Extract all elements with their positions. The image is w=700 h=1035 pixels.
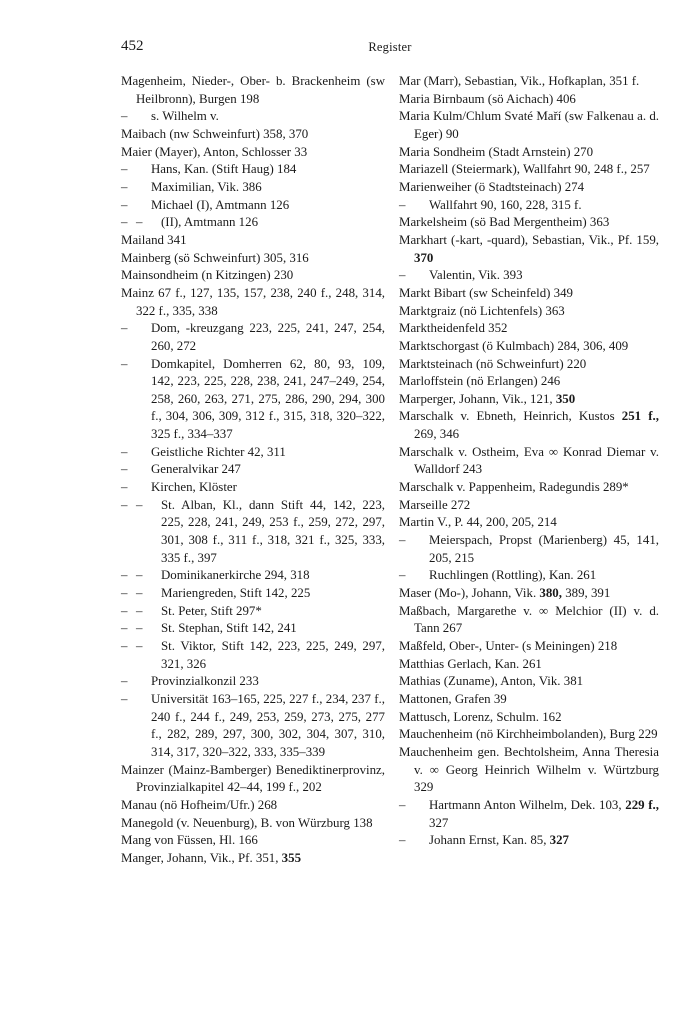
entry-text: (II), Amtmann 126 [161, 215, 259, 230]
index-entry [399, 497, 659, 515]
index-entry [399, 444, 659, 479]
entry-text: Mainz 67 f., 127, 135, 157, 238, 240 f., 248, 314, 322 f., 335, 338 [121, 285, 385, 318]
index-entry [399, 638, 659, 656]
index-column-right [399, 73, 659, 850]
subentry-dash: – [121, 586, 128, 601]
page-header [121, 38, 659, 58]
entry-text: Mariengreden, Stift 142, 225 [161, 586, 311, 601]
index-entry [121, 144, 385, 162]
subentry-dash: – [399, 797, 406, 812]
entry-text: Maximilian, Vik. 386 [151, 179, 262, 194]
entry-text: Mauchenheim gen. Bechtolsheim, Anna Theresia v. ∞ Georg Heinrich Wilhelm v. Würtzburg 329 [399, 744, 659, 795]
index-entry [121, 108, 385, 126]
index-entry [399, 709, 659, 727]
index-entry [121, 673, 385, 691]
index-entry [121, 232, 385, 250]
entry-text: Manger, Johann, Vik., Pf. 351, [121, 850, 282, 865]
entry-text: St. Alban, Kl., dann Stift 44, 142, 223, 225, 228, 241, 249, 253 f., 259, 272, 297, 301, 308 f., 311 f., 318, 321 f., 325, 333, 335 f., 397 [161, 497, 385, 565]
index-entry [399, 656, 659, 674]
index-entry [399, 232, 659, 267]
index-entry [399, 744, 659, 797]
subentry-dash: – [121, 462, 128, 477]
entry-text: Marschalk v. Pappenheim, Radegundis 289* [399, 480, 629, 495]
entry-text: Manau (nö Hofheim/Ufr.) 268 [121, 797, 278, 812]
page-number: 452 [121, 38, 144, 54]
index-entry [399, 691, 659, 709]
index-entry [399, 514, 659, 532]
subentry-dash: – [121, 691, 128, 706]
subentry-dash: – [399, 268, 406, 283]
index-entry [399, 91, 659, 109]
entry-text: Mar (Marr), Sebastian, Vik., Hofkaplan, 351 f. [399, 74, 640, 88]
entry-text: Mauchenheim (nö Kirchheimbolanden), Burg 229 [399, 727, 658, 742]
entry-text: St. Viktor, Stift 142, 223, 225, 249, 297, 321, 326 [161, 639, 385, 671]
subentry-dash: – [121, 179, 128, 194]
running-title: Register [368, 40, 412, 54]
entry-text-tail: 269, 346 [414, 427, 460, 442]
index-entry [121, 497, 385, 568]
index-entry [399, 373, 659, 391]
entry-text: Johann Ernst, Kan. 85, [429, 833, 550, 848]
index-entry [399, 832, 659, 850]
index-entry [121, 267, 385, 285]
index-entry [399, 567, 659, 585]
index-entry [121, 179, 385, 197]
entry-text: Marktheidenfeld 352 [399, 321, 508, 336]
entry-text: Mattusch, Lorenz, Schulm. 162 [399, 709, 562, 724]
entry-text: Markelsheim (sö Bad Mergentheim) 363 [399, 215, 610, 230]
subentry-dash: – [121, 568, 128, 583]
subentry-dash: – [136, 639, 143, 653]
entry-text: Mariazell (Steiermark), Wallfahrt 90, 248 f., 257 [399, 162, 650, 177]
subentry-dash: – [136, 568, 143, 583]
entry-text: Mailand 341 [121, 232, 187, 247]
index-column-left [121, 73, 385, 868]
index-entry [121, 638, 385, 673]
entry-text: St. Peter, Stift 297* [161, 603, 262, 618]
index-entry [399, 726, 659, 744]
index-entry [121, 603, 385, 621]
index-entry [399, 320, 659, 338]
index-entry [121, 161, 385, 179]
index-entry [399, 285, 659, 303]
index-entry [121, 797, 385, 815]
index-entry [399, 197, 659, 215]
index-entry [121, 815, 385, 833]
subentry-dash: – [399, 197, 406, 212]
index-entry [121, 444, 385, 462]
index-entry [121, 832, 385, 850]
bold-page-ref: 327 [549, 833, 569, 848]
entry-text: Maßfeld, Ober-, Unter- (s Meiningen) 218 [399, 639, 618, 653]
index-entry [399, 356, 659, 374]
subentry-dash: – [121, 497, 128, 512]
index-entry [121, 567, 385, 585]
entry-text: Maria Birnbaum (sö Aichach) 406 [399, 91, 576, 106]
bold-page-ref: 370 [414, 250, 434, 265]
entry-text-tail: 327 [429, 815, 449, 830]
subentry-dash: – [399, 568, 406, 583]
entry-text: Universität 163–165, 225, 227 f., 234, 237 f., 240 f., 244 f., 249, 253, 259, 273, 275, 277 f., 282, 289, 297, 300, 302, 304, 307, 310, 314, 317, 320–322, 333, 335–339 [151, 691, 385, 759]
entry-text: Mainberg (sö Schweinfurt) 305, 316 [121, 250, 309, 265]
entry-text: Marschalk v. Ebneth, Heinrich, Kustos [399, 409, 622, 424]
subentry-dash: – [136, 215, 143, 230]
entry-text: Dom, -kreuzgang 223, 225, 241, 247, 254, 260, 272 [151, 321, 385, 353]
entry-text: St. Stephan, Stift 142, 241 [161, 621, 297, 636]
entry-text: Martin V., P. 44, 200, 205, 214 [399, 515, 557, 530]
entry-text: Michael (I), Amtmann 126 [151, 197, 290, 212]
entry-text: Wallfahrt 90, 160, 228, 315 f. [429, 197, 582, 212]
entry-text: Markt Bibart (sw Scheinfeld) 349 [399, 285, 573, 300]
index-entry [399, 338, 659, 356]
entry-text: Domkapitel, Domherren 62, 80, 93, 109, 142, 223, 225, 228, 238, 241, 247–249, 254, 258, 260, 263, 271, 275, 286, 290, 294, 300 f., 304, 306, 309, 312 f., 315, 318, 320–322, 325 f., 334–337 [151, 356, 385, 442]
subentry-dash: – [136, 621, 143, 636]
index-entry [399, 303, 659, 321]
entry-text-tail: 389, 391 [561, 586, 611, 601]
index-entry [121, 126, 385, 144]
subentry-dash: – [121, 162, 128, 177]
entry-text: Kirchen, Klöster [151, 480, 237, 495]
index-entry [121, 461, 385, 479]
entry-text: Mathias (Zuname), Anton, Vik. 381 [399, 674, 584, 689]
entry-text: Provinzialkonzil 233 [151, 674, 259, 689]
subentry-dash: – [136, 497, 143, 512]
index-entry [399, 673, 659, 691]
index-entry [121, 214, 385, 232]
index-entry [121, 479, 385, 497]
entry-text: Marienweiher (ö Stadtsteinach) 274 [399, 179, 585, 194]
entry-text: Meierspach, Propst (Marienberg) 45, 141, 205, 215 [429, 533, 659, 565]
entry-text: Matthias Gerlach, Kan. 261 [399, 656, 542, 671]
index-entry [399, 179, 659, 197]
entry-text: Hartmann Anton Wilhelm, Dek. 103, [429, 797, 626, 812]
index-entry [399, 797, 659, 832]
entry-text: Generalvikar 247 [151, 462, 241, 477]
entry-text: Maria Sondheim (Stadt Arnstein) 270 [399, 144, 594, 159]
entry-text: Geistliche Richter 42, 311 [151, 444, 286, 459]
bold-page-ref: 251 f., [621, 409, 659, 424]
entry-text: Marktsteinach (nö Schweinfurt) 220 [399, 356, 587, 371]
index-entry [121, 250, 385, 268]
entry-text: Valentin, Vik. 393 [429, 268, 523, 283]
index-entry [121, 691, 385, 762]
index-entry [121, 356, 385, 444]
subentry-dash: – [121, 215, 128, 230]
subentry-dash: – [121, 603, 128, 618]
entry-text: Mattonen, Grafen 39 [399, 691, 507, 706]
entry-text: Hans, Kan. (Stift Haug) 184 [151, 162, 297, 177]
subentry-dash: – [121, 621, 128, 636]
subentry-dash: – [121, 356, 128, 371]
entry-text: Maibach (nw Schweinfurt) 358, 370 [121, 126, 309, 141]
subentry-dash: – [121, 109, 128, 124]
index-entry [399, 479, 659, 497]
entry-text: Mainzer (Mainz-Bamberger) Benediktinerprovinz, Provinzialkapitel 42–44, 199 f., 202 [121, 762, 385, 795]
index-entry [399, 108, 659, 143]
entry-text: Mang von Füssen, Hl. 166 [121, 833, 258, 848]
entry-text: Markhart (-kart, -quard), Sebastian, Vik., Pf. 159, [399, 232, 659, 247]
index-entry [399, 603, 659, 638]
entry-text: Maser (Mo-), Johann, Vik. [399, 586, 540, 601]
bold-page-ref: 229 f., [625, 797, 659, 812]
index-entry [121, 762, 385, 797]
entry-text: Manegold (v. Neuenburg), B. von Würzburg 138 [121, 815, 373, 830]
bold-page-ref: 350 [555, 391, 576, 406]
subentry-dash: – [399, 533, 406, 548]
subentry-dash: – [136, 603, 143, 618]
subentry-dash: – [121, 444, 128, 459]
index-entry [399, 267, 659, 285]
index-entry [399, 144, 659, 162]
index-entry [121, 285, 385, 320]
entry-text: Maier (Mayer), Anton, Schlosser 33 [121, 144, 308, 159]
entry-text: s. Wilhelm v. [151, 109, 219, 124]
index-entry [121, 585, 385, 603]
index-entry [121, 73, 385, 108]
index-entry [121, 850, 385, 868]
subentry-dash: – [121, 321, 128, 336]
subentry-dash: – [121, 197, 128, 212]
entry-text: Magenheim, Nieder-, Ober- b. Brackenheim (sw Heilbronn), Burgen 198 [121, 74, 385, 106]
entry-text: Marseille 272 [399, 497, 471, 512]
index-entry [121, 620, 385, 638]
index-entry [399, 585, 659, 603]
entry-text: Marktschorgast (ö Kulmbach) 284, 306, 409 [399, 338, 629, 353]
subentry-dash: – [121, 639, 128, 653]
index-entry [121, 320, 385, 355]
entry-text: Dominikanerkirche 294, 318 [161, 568, 310, 583]
entry-text: Marktgraiz (nö Lichtenfels) 363 [399, 303, 565, 318]
subentry-dash: – [399, 833, 406, 848]
subentry-dash: – [136, 586, 143, 601]
index-entry [399, 214, 659, 232]
bold-page-ref: 380, [539, 586, 562, 601]
index-entry [399, 391, 659, 409]
index-entry [399, 532, 659, 567]
index-entry [121, 197, 385, 215]
bold-page-ref: 355 [281, 850, 302, 865]
entry-text: Maßbach, Margarethe v. ∞ Melchior (II) v. d. Tann 267 [399, 603, 659, 636]
index-entry [399, 408, 659, 443]
entry-text: Marschalk v. Ostheim, Eva ∞ Konrad Diemar v. Walldorf 243 [399, 444, 659, 477]
index-entry [399, 73, 659, 91]
entry-text: Ruchlingen (Rottling), Kan. 261 [429, 568, 597, 583]
subentry-dash: – [121, 674, 128, 689]
entry-text: Marloffstein (nö Erlangen) 246 [399, 374, 561, 389]
entry-text: Mainsondheim (n Kitzingen) 230 [121, 268, 294, 283]
entry-text: Maria Kulm/Chlum Svaté Maří (sw Falkenau a. d. Eger) 90 [399, 109, 659, 141]
entry-text: Marperger, Johann, Vik., 121, [399, 391, 556, 406]
index-entry [399, 161, 659, 179]
subentry-dash: – [121, 480, 128, 495]
